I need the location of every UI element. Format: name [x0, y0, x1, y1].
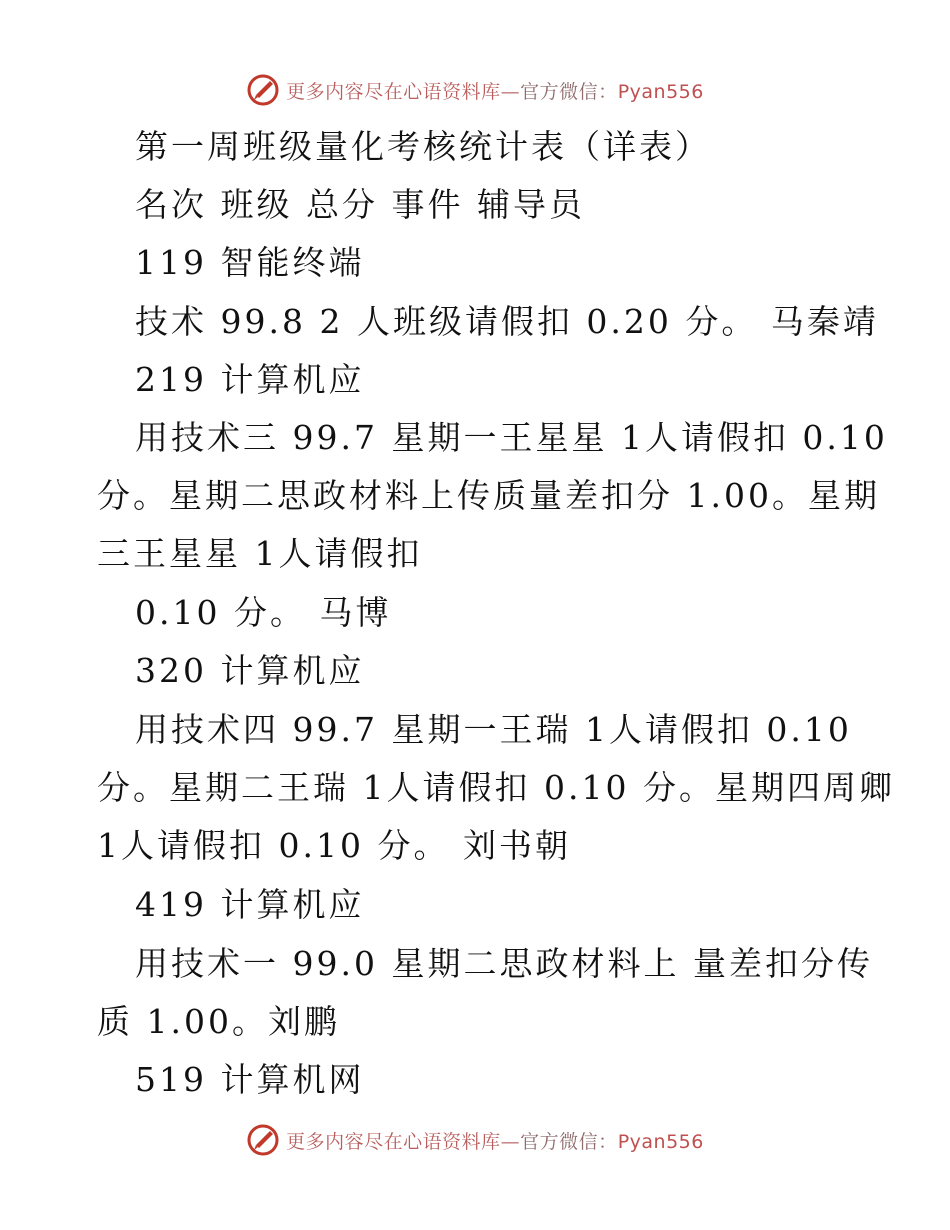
text-line: 用技术一 99.0 星期二思政材料上 量差扣分传: [135, 944, 873, 983]
text-line: 质 1.00。刘鹏: [97, 1002, 340, 1041]
header-banner: [0, 70, 950, 110]
text-line: 用技术三 99.7 星期一王星星 1人请假扣 0.10: [135, 418, 888, 457]
document-title: 第一周班级量化考核统计表（详表）: [135, 127, 711, 166]
footer-banner: [0, 1120, 950, 1160]
text-line: 419 计算机应: [135, 885, 365, 924]
text-line: 技术 99.8 2 人班级请假扣 0.20 分。 马秦靖: [135, 302, 879, 341]
banner-text: 更多内容尽在心语资料库—官方微信：Pyan556: [286, 80, 704, 103]
text-line: 1人请假扣 0.10 分。 刘书朝: [97, 826, 571, 865]
brand-logo-icon: [246, 1123, 280, 1157]
text-line: 519 计算机网: [135, 1060, 365, 1099]
text-line: 分。星期二王瑞 1人请假扣 0.10 分。星期四周卿: [97, 768, 895, 807]
text-line: 320 计算机应: [135, 651, 365, 690]
text-line: 分。星期二思政材料上传质量差扣分 1.00。星期: [97, 476, 880, 515]
table-header-line: 名次 班级 总分 事件 辅导员: [135, 185, 585, 224]
brand-logo-icon: [246, 73, 280, 107]
text-line: 0.10 分。 马博: [135, 593, 392, 632]
text-line: 219 计算机应: [135, 360, 365, 399]
banner-text: 更多内容尽在心语资料库—官方微信：Pyan556: [286, 1130, 704, 1153]
text-line: 用技术四 99.7 星期一王瑞 1人请假扣 0.10: [135, 710, 852, 749]
text-line: 119 智能终端: [135, 243, 365, 282]
text-line: 三王星星 1人请假扣: [97, 534, 423, 573]
